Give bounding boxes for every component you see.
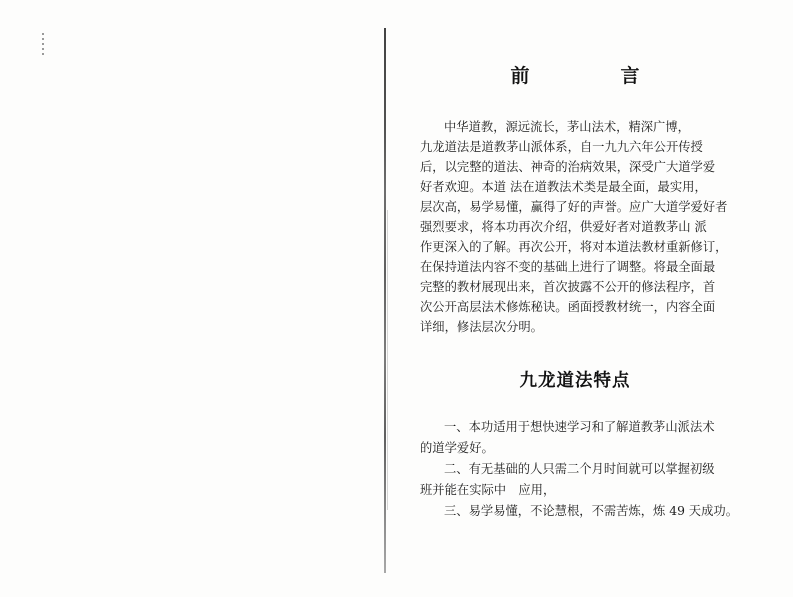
features-title: 九龙道法特点 xyxy=(519,371,631,391)
feature-line: 三、易学易懂，不论慧根，不需苦炼，炼 49 天成功。 xyxy=(444,504,738,518)
text-line: 作更深入的了解。再次公开，将对本道法教材重新修订， xyxy=(420,240,728,254)
right-page xyxy=(420,55,738,522)
feature-line: 二、有无基础的人只需二个月时间就可以掌握初级 xyxy=(444,462,715,476)
text-line: 详细，修法层次分明。 xyxy=(420,320,543,334)
features-list xyxy=(420,417,738,522)
book-gutter xyxy=(384,28,386,573)
feature-line: 的道学爱好。 xyxy=(420,441,494,455)
text-line: 层次高，易学易懂，赢得了好的声誉。应广大道学爱好者 xyxy=(420,200,728,214)
speck xyxy=(42,33,44,35)
text-line: 后，以完整的道法、神奇的治病效果，深受广大道学爱 xyxy=(420,160,716,174)
feature-line: 一、本功适用于想快速学习和了解道教茅山派法术 xyxy=(444,420,715,434)
text-line: 九龙道法是道教茅山派体系，自一九九六年公开传授 xyxy=(420,140,703,154)
preface-paragraph xyxy=(420,117,730,337)
speck xyxy=(42,43,44,45)
text-line: 在保持道法内容不变的基础上进行了调整。将最全面最 xyxy=(420,260,716,274)
text-line: 好者欢迎。本道 法在道教法术类是最全面，最实用， xyxy=(420,180,707,194)
book-gutter-shadow xyxy=(387,210,388,510)
text-line: 次公开高层法术修炼秘诀。函面授教材统一，内容全面 xyxy=(420,300,716,314)
text-line: 完整的教材展现出来，首次披露不公开的修法程序，首 xyxy=(420,280,716,294)
left-page-marks xyxy=(40,30,48,70)
speck xyxy=(42,53,44,55)
speck xyxy=(42,48,44,50)
text-line: 强烈要求，将本功再次介绍，供爱好者对道教茅山 派 xyxy=(420,220,707,234)
feature-line: 班并能在实际中 应用， xyxy=(420,483,556,497)
speck xyxy=(42,38,44,40)
text-line: 中华道教，源远流长，茅山法术，精深广博， xyxy=(444,120,690,134)
preface-title: 前 言 xyxy=(510,65,676,87)
